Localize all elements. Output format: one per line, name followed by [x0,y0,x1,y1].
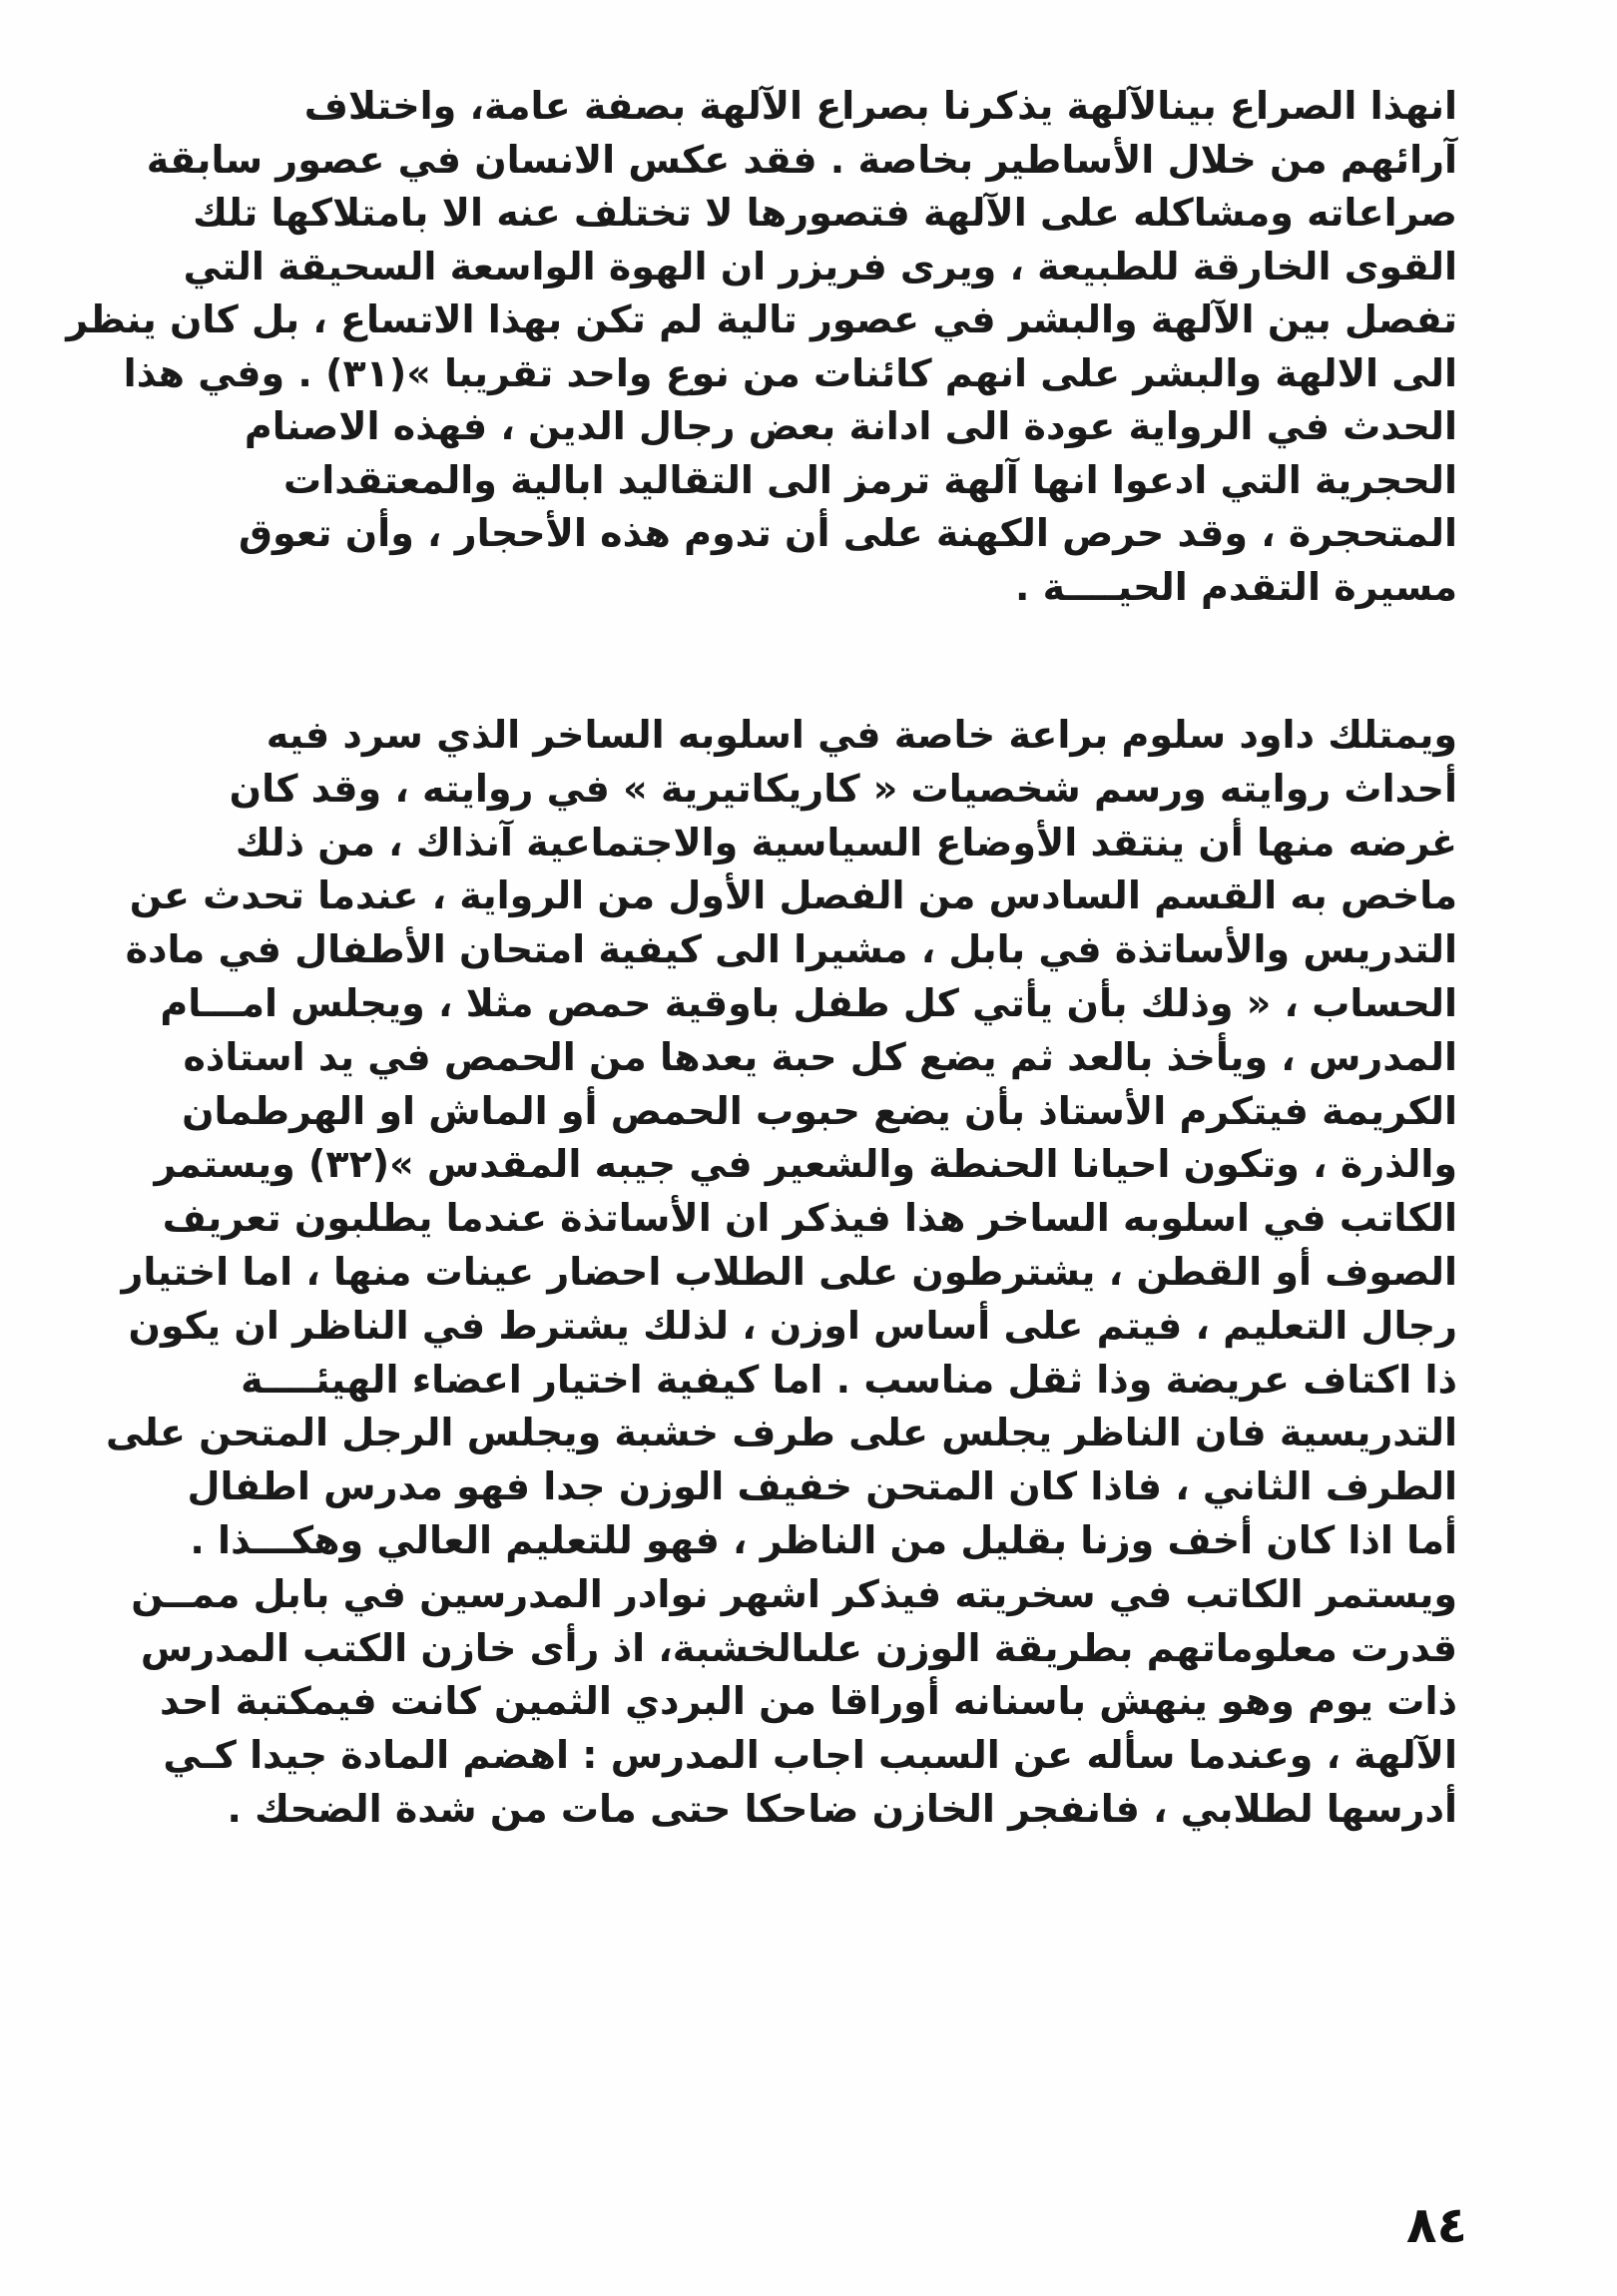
text-line: تفصل بين الآلهة والبشر في عصور تالية لم تكن بهذا الاتساع ، بل كان ينظر [66,297,1457,341]
text-line: آرائهم من خلال الأساطير بخاصة . فقد عكس الانسان في عصور سابقة [146,137,1457,182]
text-line: ماخص به القسم السادس من الفصل الأول من الرواية ، عندما تحدث عن [129,873,1457,918]
page-number: ٨٤ [1405,2196,1467,2254]
text-line: أحداث روايته ورسم شخصيات « كاريكاتيرية » في روايته ، وقد كان [229,766,1457,811]
text-line: الآلهة ، وعندما سأله عن السبب اجاب المدرس : اهضم المادة جيدا كـي [163,1733,1457,1778]
text-line: غرضه منها أن ينتقد الأوضاع السياسية والاجتماعية آنذاك ، من ذلك [235,820,1457,864]
text-line: صراعاته ومشاكله على الآلهة فتصورها لا تختلف عنه الا بامتلاكها تلك [193,191,1457,235]
text-line: القوى الخارقة للطبيعة ، ويرى فريزر ان الهوة الواسعة السحيقة التي [183,244,1457,288]
text-line: والذرة ، وتكون احيانا الحنطة والشعير في جيبه المقدس »(٣٢) ويستمر [154,1142,1457,1187]
text-line: الحساب ، « وذلك بأن يأتي كل طفل باوقية حمص مثلا ، ويجلس امـــام [160,980,1457,1025]
paragraph-1 [66,80,1457,614]
text-line: الكاتب في اسلوبه الساخر هذا فيذكر ان الأساتذة عندما يطلبون تعريف [162,1196,1457,1241]
text-line: الطرف الثاني ، فاذا كان المتحن خفيف الوزن جدا فهو مدرس اطفال [187,1464,1457,1509]
text-line: ويمتلك داود سلوم براعة خاصة في اسلوبه الساخر الذي سرد فيه [266,713,1457,757]
text-line: الى الالهة والبشر على انهم كائنات من نوع واحد تقريبا »(٣١) . وفي هذا [123,350,1457,395]
text-line: ذات يوم وهو ينهش باسنانه أوراقا من البردي الثمين كانت فيمكتبة احد [160,1679,1457,1724]
text-line: الصوف أو القطن ، يشترطون على الطلاب احضار عينات منها ، اما اختيار [121,1249,1457,1294]
text-line: ذا اكتاف عريضة وذا ثقل مناسب . اما كيفية اختيار اعضاء الهيئــــة [241,1357,1457,1402]
text-line: أما اذا كان أخف وزنا بقليل من الناظر ، فهو للتعليم العالي وهكـــذا . [190,1517,1457,1562]
text-line: الحدث في الرواية عودة الى ادانة بعض رجال الدين ، فهذه الاصنام [244,404,1457,448]
text-line: رجال التعليم ، فيتم على أساس اوزن ، لذلك يشترط في الناظر ان يكون [128,1303,1457,1348]
text-line: انهذا الصراع بينالآلهة يذكرنا بصراع الآلهة بصفة عامة، واختلاف [303,84,1457,128]
text-line: قدرت معلوماتهم بطريقة الوزن علىالخشبة، اذ رأى خازن الكتب المدرس [140,1625,1457,1670]
text-line: ويستمر الكاتب في سخريته فيذكر اشهر نوادر المدرسين في بابل ممــن [131,1571,1457,1616]
text-line: المدرس ، ويأخذ بالعد ثم يضع كل حبة يعدها من الحمص في يد استاذه [183,1034,1457,1079]
paragraph-2 [105,709,1457,1837]
text-line: المتحجرة ، وقد حرص الكهنة على أن تدوم هذه الأحجار ، وأن تعوق [238,511,1457,555]
text-line: الكريمة فيتكرم الأستاذ بأن يضع حبوب الحمص أو الماش او الهرطمان [182,1088,1457,1133]
text-line: أدرسها لطلابي ، فانفجر الخازن ضاحكا حتى مات من شدة الضحك . [227,1786,1457,1831]
text-line: مسيرة التقدم الحيــــة . [1014,564,1457,609]
text-line: التدريس والأساتذة في بابل ، مشيرا الى كيفية امتحان الأطفال في مادة [125,927,1457,972]
text-line: التدريسية فان الناظر يجلس على طرف خشبة ويجلس الرجل المتحن على [105,1411,1457,1455]
text-line: الحجرية التي ادعوا انها آلهة ترمز الى التقاليد ابالية والمعتقدات [283,457,1457,502]
